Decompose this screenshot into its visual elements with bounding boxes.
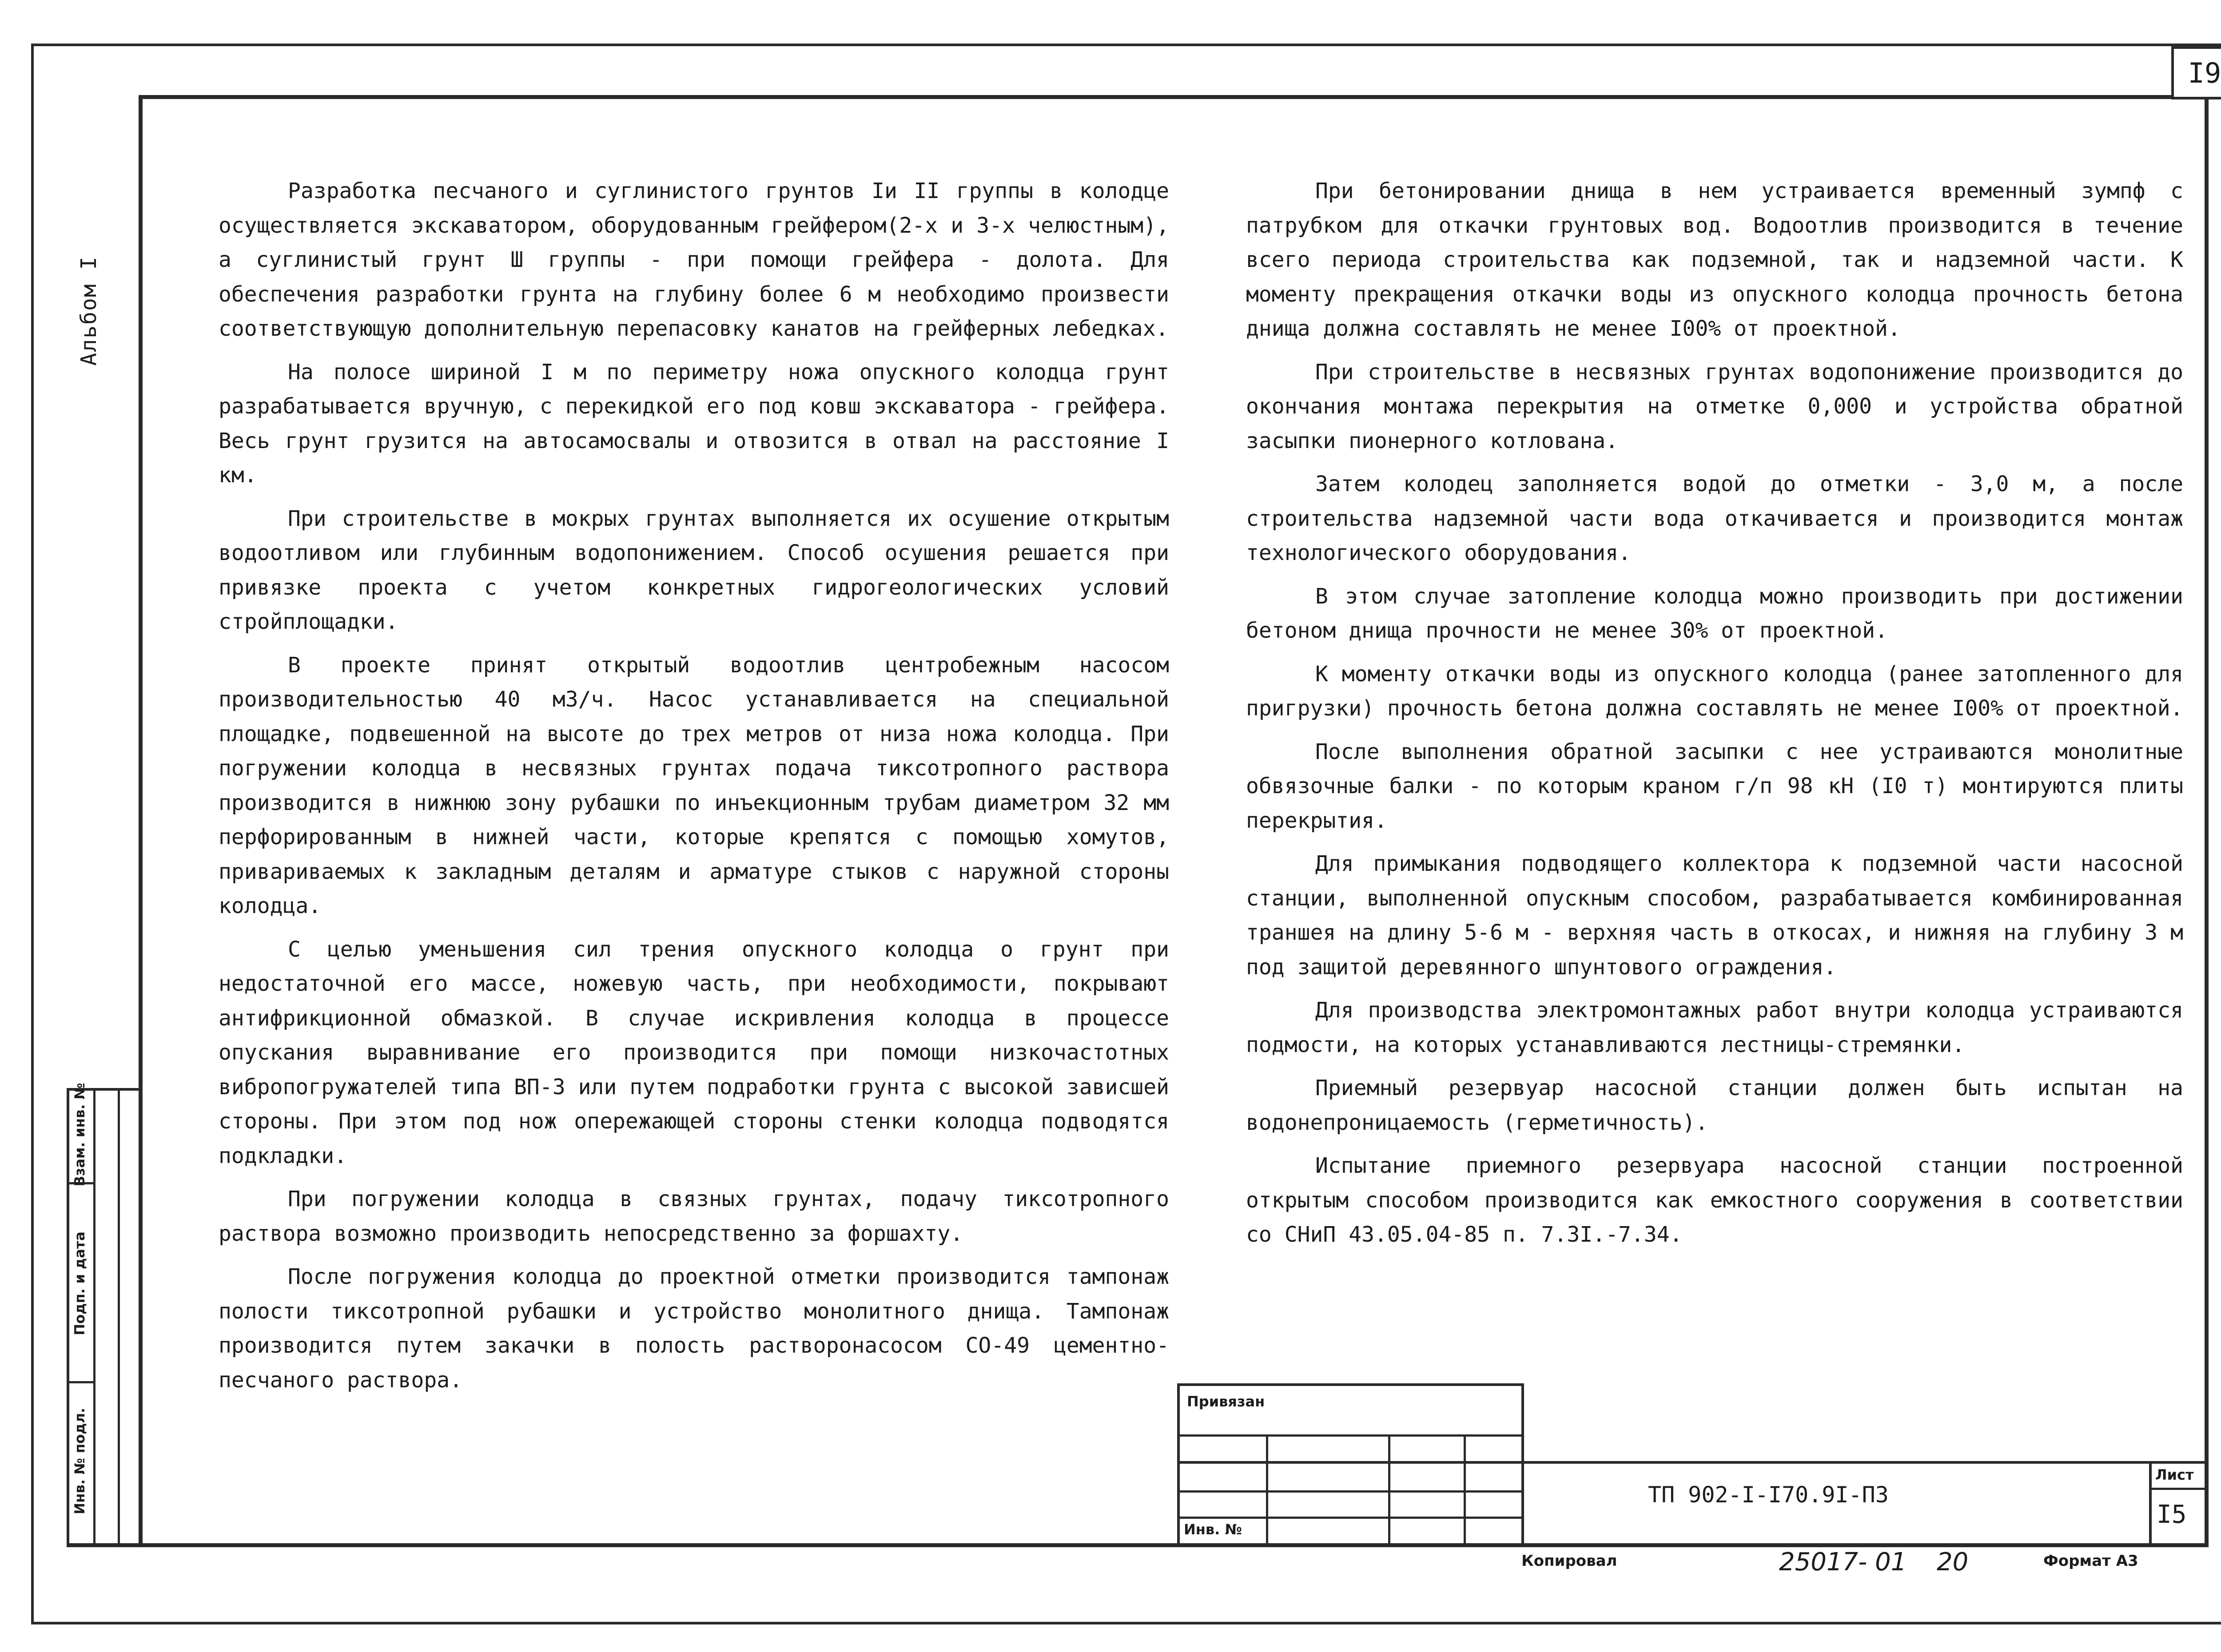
stamp-inv-podl: Инв. № подл.	[72, 1408, 88, 1514]
privyazan-label: Привязан	[1187, 1393, 1265, 1410]
right-paragraph: Приемный резервуар насосной станции должен быть испытан на водонепроницаемость (герметичность).	[1246, 1076, 2183, 1135]
right-paragraph: При строительстве в несвязных грунтах водопонижение производится до окончания монтажа перекрытия на отметке 0,000 и устройства обратной засыпки пионерного котлована.	[1246, 359, 2183, 453]
page-number: I9	[2171, 46, 2221, 99]
right-paragraph: В этом случае затопление колодца можно производить при достижении бетоном днища прочности не менее 30% от проектной.	[1246, 584, 2183, 643]
left-paragraph: С целью уменьшения сил трения опускного колодца о грунт при недостаточной его массе, ножевую часть, при необходимости, покрывают антифрикционной обмазкой. В случае искривления колодца в процессе опускания выравнивание его производится при помощи низкочастотных вибропогружателей типа ВП-3 или путем подработки грунта с высокой зависшей стороны. При этом под нож опережающей стороны стенки колодца подводятся подкладки.	[219, 937, 1169, 1168]
outer-frame-bottom	[31, 1622, 2221, 1624]
right-paragraph: Испытание приемного резервуара насосной станции построенной открытым способом производится как емкостного сооружения в соответствии со СНиП 43.05.04-85 п. 7.3I.-7.34.	[1246, 1153, 2183, 1247]
copied-by-label: Копировал	[1521, 1552, 1617, 1570]
album-label: Альбом I	[76, 256, 101, 366]
inner-frame-right	[2205, 95, 2209, 1547]
title-block-row-2	[1177, 1490, 1524, 1493]
left-paragraph: На полосе шириной I м по периметру ножа опускного колодца грунт разрабатывается вручную, с перекидкой его под ковш экскаватора - грейфера. Весь грунт грузится на автосамосвалы и отвозится в отвал на расстояние I км.	[219, 359, 1169, 488]
left-paragraph: При строительстве в мокрых грунтах выполняется их осушение открытым водоотливом или глубинным водопонижением. Способ осушения решается при привязке проекта с учетом конкретных гидрогеологических условий стройплощадки.	[219, 506, 1169, 634]
outer-frame-top	[31, 44, 2221, 46]
left-paragraph: После погружения колодца до проектной отметки производится тампонаж полости тиксотропной рубашки и устройство монолитного днища. Тампонаж производится путем закачки в полость растворонасосом СО-49 цементно-песчаного раствора.	[219, 1264, 1169, 1393]
document-code: ТП 902-I-I70.9I-ПЗ	[1648, 1482, 1889, 1508]
title-block-col-4	[1177, 1434, 1524, 1437]
stamp-vzam-inv: Взам. инв. №	[72, 1083, 88, 1187]
title-block-row-1	[1177, 1461, 2209, 1464]
inner-frame-bottom	[67, 1543, 2209, 1547]
sheet-label: Лист	[2155, 1466, 2194, 1483]
title-block-top	[1177, 1383, 1524, 1386]
order-number: 25017- 01	[1779, 1548, 1907, 1577]
order-suffix: 20	[1937, 1548, 1969, 1577]
title-block-col-3	[1464, 1434, 1466, 1543]
left-paragraph: При погружении колодца в связных грунтах, подачу тиксотропного раствора возможно производить непосредственно за форшахту.	[219, 1187, 1169, 1246]
left-stamp-divider-1	[93, 1088, 96, 1547]
left-stamp-divider-2	[118, 1088, 120, 1547]
outer-frame-left	[31, 44, 34, 1624]
stamp-podp-data: Подп. и дата	[72, 1231, 88, 1335]
title-block-row-3	[1177, 1517, 1524, 1519]
right-paragraph: Для примыкания подводящего коллектора к подземной части насосной станции, выполненной опускным способом, разрабатывается комбинированная траншея на длину 5-6 м - верхняя часть в откосах, и нижняя на глубину 3 м под защитой деревянного шпунтового ограждения.	[1246, 851, 2183, 980]
format-label: Формат А3	[2043, 1552, 2138, 1570]
inner-frame-top	[139, 95, 2209, 99]
left-paragraph: В проекте принят открытый водоотлив центробежным насосом производительностью 40 м3/ч. Насос устанавливается на специальной площадке, подвешенной на высоте до трех метров от низа ножа колодца. При погружении колодца в несвязных грунтах подача тиксотропного раствора производится в нижнюю зону рубашки по инъекционным трубам диаметром 32 мм перфорированным в нижней части, которые крепятся с помощью хомутов, привариваемых к закладным деталям и арматуре стыков с наружной стороны колодца.	[219, 652, 1169, 918]
right-paragraph: К моменту откачки воды из опускного колодца (ранее затопленного для пригрузки) прочность бетона должна составлять не менее I00% от проектной.	[1246, 661, 2183, 721]
right-paragraph: Для производства электромонтажных работ внутри колодца устраиваются подмости, на которых устанавливаются лестницы-стремянки.	[1246, 998, 2183, 1057]
right-paragraph: После выполнения обратной засыпки с нее устраиваются монолитные обвязочные балки - по которым краном г/п 98 кН (I0 т) монтируются плиты перекрытия.	[1246, 739, 2183, 833]
left-paragraph: Разработка песчаного и суглинистого грунтов Iи II группы в колодце осуществляется экскаватором, оборудованным грейфером(2-х и 3-х челюстным), а суглинистый грунт Ш группы - при помощи грейфера - долота. Для обеспечения разработки грунта на глубину более 6 м необходимо произвести соответствующую дополнительную перепасовку канатов на грейферных лебедках.	[219, 179, 1169, 341]
inv-no-label: Инв. №	[1184, 1521, 1242, 1538]
right-text-column	[1246, 174, 2183, 1261]
title-block-col-1	[1266, 1434, 1268, 1543]
right-paragraph: Затем колодец заполняется водой до отметки - 3,0 м, а после строительства надземной части вода откачивается и производится монтаж технологического оборудования.	[1246, 472, 2183, 565]
sheet-cell-divider	[2149, 1488, 2209, 1490]
sheet-cell-left	[2149, 1461, 2152, 1543]
title-block-col-2	[1388, 1434, 1390, 1543]
right-paragraph: При бетонировании днища в нем устраивается временный зумпф с патрубком для откачки грунтовых вод. Водоотлив производится в течение всего периода строительства как подземной, так и надземной части. К моменту прекращения откачки воды из опускного колодца прочность бетона днища должна составлять не менее I00% от проектной.	[1246, 179, 2183, 341]
sheet-number: I5	[2157, 1500, 2187, 1529]
left-stamp-row-2	[67, 1381, 96, 1383]
left-text-column	[219, 174, 1169, 1406]
